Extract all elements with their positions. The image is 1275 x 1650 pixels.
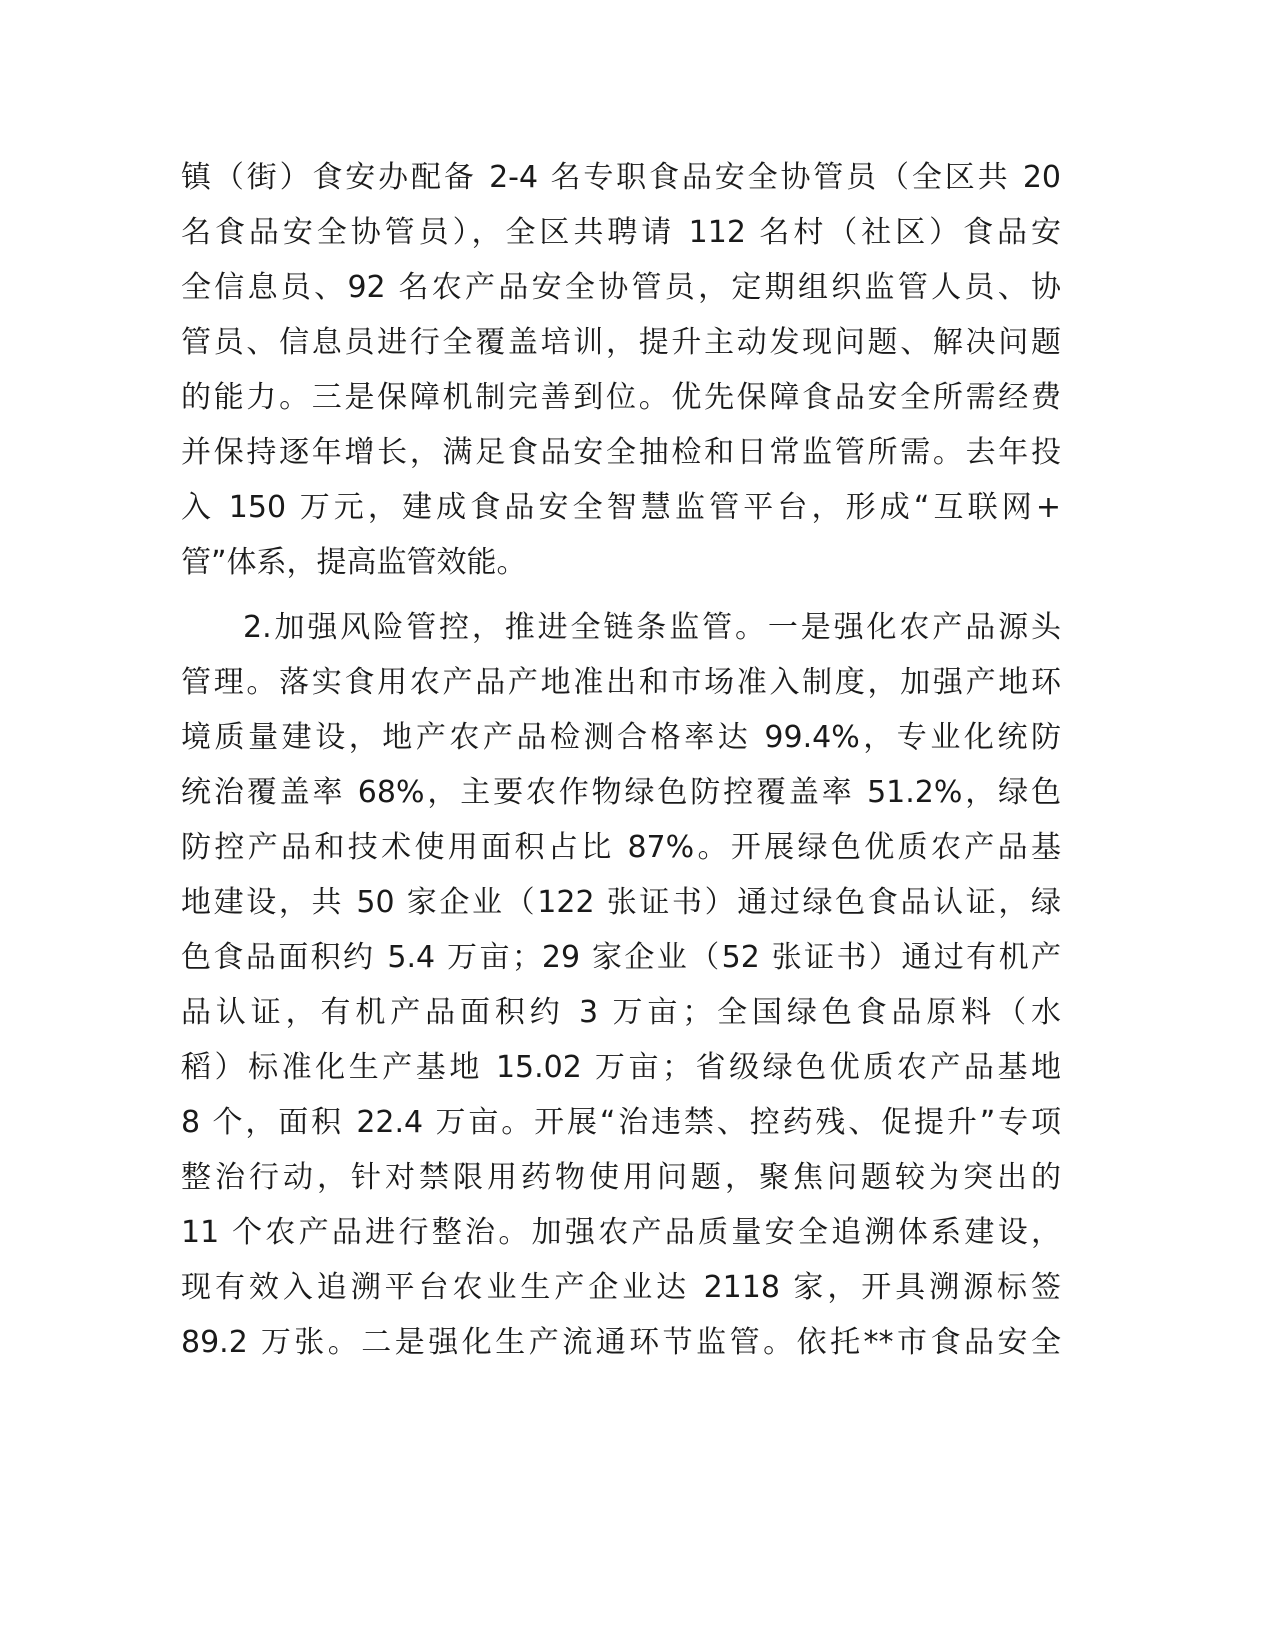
document-body [181,150,1061,1370]
text-line: 管”体系，提高监管效能。 [181,545,527,580]
paragraph-2 [181,600,1061,1370]
text-line: 入 150 万元，建成食品安全智慧监管平台，形成“互联网+ [181,490,1061,525]
text-line: 89.2 万张。二是强化生产流通环节监管。依托**市食品安全 [181,1325,1061,1360]
text-line: 管员、信息员进行全覆盖培训，提升主动发现问题、解决问题 [181,325,1061,360]
text-line: 防控产品和技术使用面积占比 87%。开展绿色优质农产品基 [181,830,1061,865]
paragraph-spacer [181,590,1061,600]
text-line: 境质量建设，地产农产品检测合格率达 99.4%，专业化统防 [181,720,1061,755]
text-line: 管理。落实食用农产品产地准出和市场准入制度，加强产地环 [181,665,1061,700]
text-line: 地建设，共 50 家企业（122 张证书）通过绿色食品认证，绿 [181,885,1061,920]
text-line: 全信息员、92 名农产品安全协管员，定期组织监管人员、协 [181,270,1061,305]
text-line: 现有效入追溯平台农业生产企业达 2118 家，开具溯源标签 [181,1270,1061,1305]
text-line: 整治行动，针对禁限用药物使用问题，聚焦问题较为突出的 [181,1160,1061,1195]
text-line: 并保持逐年增长，满足食品安全抽检和日常监管所需。去年投 [181,435,1061,470]
text-line: 名食品安全协管员），全区共聘请 112 名村（社区）食品安 [181,215,1061,250]
text-line: 8 个，面积 22.4 万亩。开展“治违禁、控药残、促提升”专项 [181,1105,1061,1140]
text-line: 色食品面积约 5.4 万亩；29 家企业（52 张证书）通过有机产 [181,940,1061,975]
text-line: 11 个农产品进行整治。加强农产品质量安全追溯体系建设， [181,1215,1061,1250]
text-line: 统治覆盖率 68%，主要农作物绿色防控覆盖率 51.2%，绿色 [181,775,1061,810]
text-line: 2.加强风险管控，推进全链条监管。一是强化农产品源头 [243,610,1061,645]
text-line: 的能力。三是保障机制完善到位。优先保障食品安全所需经费 [181,380,1061,415]
paragraph-1 [181,150,1061,590]
text-line: 品认证，有机产品面积约 3 万亩；全国绿色食品原料（水 [181,995,1061,1030]
text-line: 稻）标准化生产基地 15.02 万亩；省级绿色优质农产品基地 [181,1050,1061,1085]
text-line: 镇（街）食安办配备 2-4 名专职食品安全协管员（全区共 20 [181,160,1061,195]
